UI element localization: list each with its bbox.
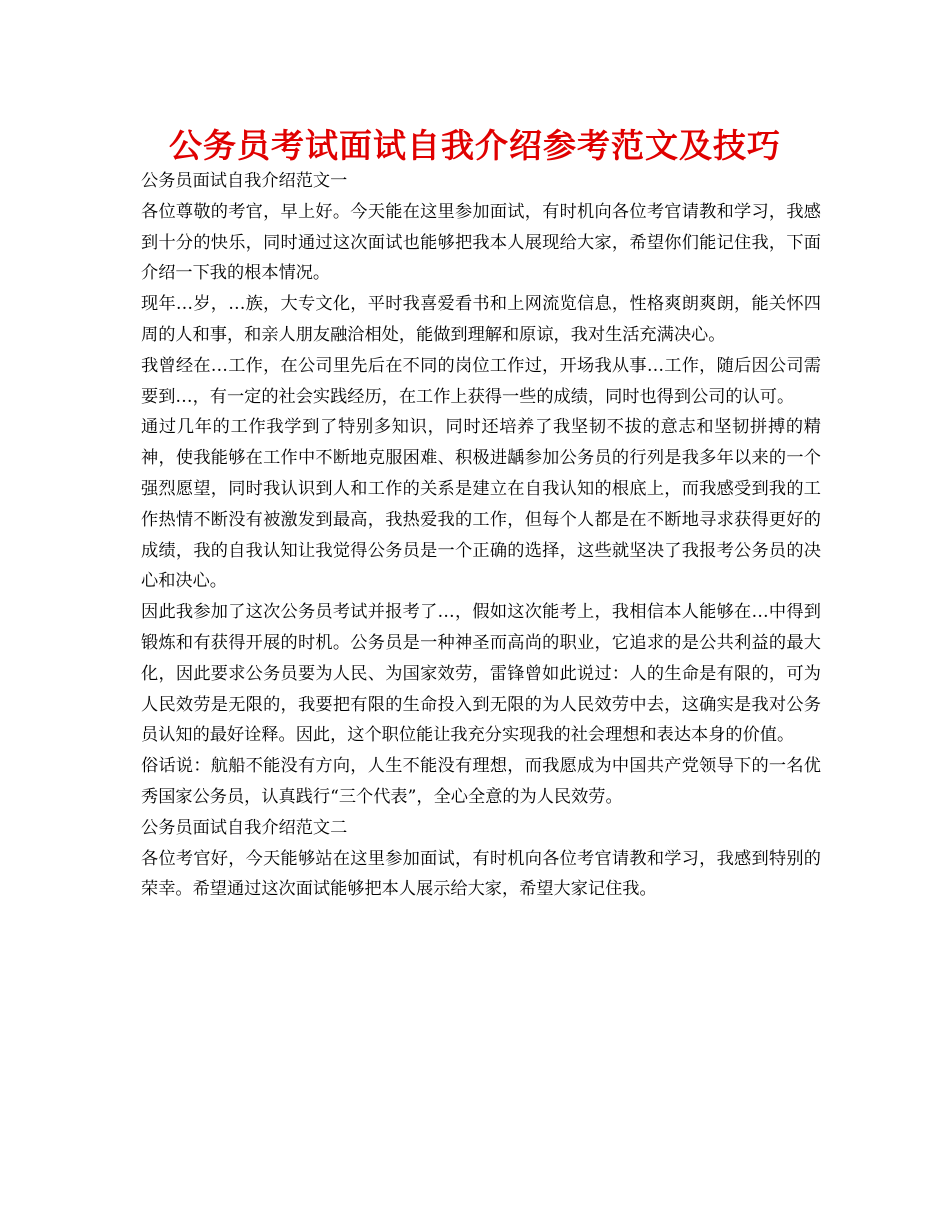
paragraph-1-1: 各位尊敬的考官，早上好。今天能在这里参加面试，有时机向各位考官请教和学习，我感到十分的快乐，同时通过这次面试也能够把我本人展现给大家，希望你们能记住我，下面介绍一下我的根本情况。	[141, 201, 821, 284]
document-title: 公务员考试面试自我介绍参考范文及技巧	[169, 126, 781, 165]
section-heading-2: 公务员面试自我介绍范文二	[141, 817, 348, 838]
paragraph-1-6: 俗话说：航船不能没有方向，人生不能没有理想，而我愿成为中国共产党领导下的一名优秀国家公务员，认真践行“三个代表”，全心全意的为人民效劳。	[141, 756, 821, 807]
paragraph-1-4: 通过几年的工作我学到了特别多知识，同时还培养了我坚韧不拔的意志和坚韧拼搏的精神，使我能够在工作中不断地克服困难、积极进龋参加公务员的行列是我多年以来的一个强烈愿望，同时我认识到人和工作的关系是建立在自我认知的根底上，而我感受到我的工作热情不断没有被激发到最高，我热爱我的工作，但每个人都是在不断地寻求获得更好的成绩，我的自我认知让我觉得公务员是一个正确的选择，这些就坚决了我报考公务员的决心和决心。	[141, 417, 821, 592]
document-body	[141, 166, 821, 905]
paragraph-2-1: 各位考官好，今天能够站在这里参加面试，有时机向各位考官请教和学习，我感到特别的荣幸。希望通过这次面试能够把本人展示给大家，希望大家记住我。	[141, 848, 821, 900]
paragraph-1-5: 因此我参加了这次公务员考试并报考了…，假如这次能考上，我相信本人能够在…中得到锻炼和有获得开展的时机。公务员是一种神圣而高尚的职业，它追求的是公共利益的最大化，因此要求公务员要为人民、为国家效劳，雷锋曾如此说过：人的生命是有限的，可为人民效劳是无限的，我要把有限的生命投入到无限的为人民效劳中去，这确实是我对公务员认知的最好诠释。因此，这个职位能让我充分实现我的社会理想和表达本身的价值。	[141, 602, 821, 746]
paragraph-1-3: 我曾经在…工作，在公司里先后在不同的岗位工作过，开场我从事…工作，随后因公司需要到…，有一定的社会实践经历，在工作上获得一些的成绩，同时也得到公司的认可。	[141, 355, 821, 407]
paragraph-1-2: 现年…岁，…族，大专文化，平时我喜爱看书和上网流览信息，性格爽朗爽朗，能关怀四周的人和事，和亲人朋友融洽相处，能做到理解和原谅，我对生活充满决心。	[141, 294, 821, 345]
section-heading-1: 公务员面试自我介绍范文一	[141, 171, 348, 191]
